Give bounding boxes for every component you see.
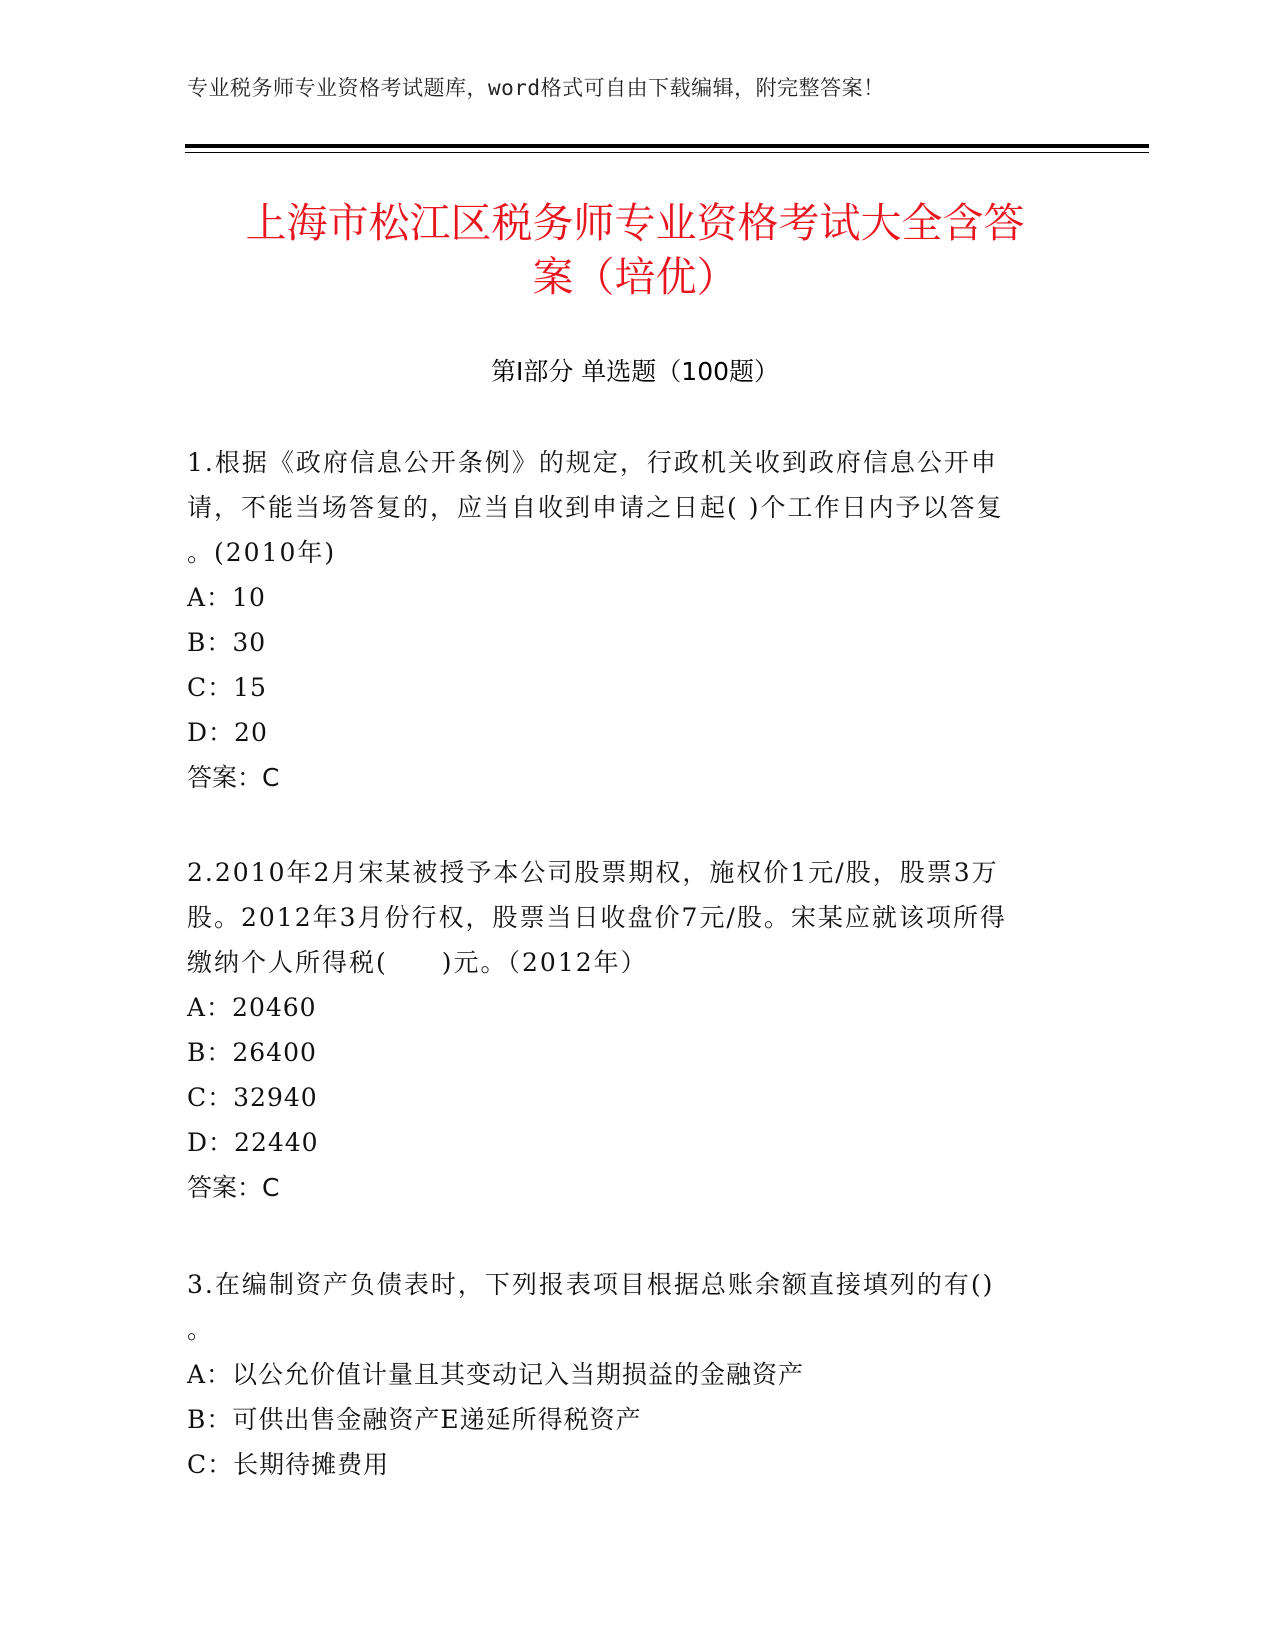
question-1-option-a: A：10 (187, 583, 266, 612)
question-2-answer: 答案：C (187, 1173, 280, 1202)
header-rule-thick (185, 144, 1149, 148)
question-1-answer: 答案：C (187, 763, 280, 792)
question-2-option-d: D：22440 (187, 1128, 319, 1157)
title-line-2: 案（培优） (532, 253, 738, 301)
question-3 (187, 1262, 1077, 1487)
question-2-option-a: A：20460 (187, 993, 317, 1022)
question-1-line-1: 1.根据《政府信息公开条例》的规定，行政机关收到政府信息公开申 (187, 448, 998, 477)
question-3-option-c: C：长期待摊费用 (187, 1450, 390, 1479)
question-1 (187, 440, 1077, 800)
question-2-option-c: C：32940 (187, 1083, 318, 1112)
question-2-line-2: 股。2012年3月份行权，股票当日收盘价7元/股。宋某应就该项所得 (187, 903, 1007, 932)
question-1-option-b: B：30 (187, 628, 267, 657)
question-2-line-3: 缴纳个人所得税( )元。（2012年） (187, 948, 648, 977)
question-1-line-3: 。(2010年) (187, 538, 337, 567)
question-1-option-d: D：20 (187, 718, 268, 747)
question-2-option-b: B：26400 (187, 1038, 317, 1067)
document-title (185, 196, 1085, 304)
title-line-1: 上海市松江区税务师专业资格考试大全含答 (245, 199, 1025, 247)
question-1-option-c: C：15 (187, 673, 267, 702)
question-3-option-a: A：以公允价值计量且其变动记入当期损益的金融资产 (187, 1360, 805, 1389)
question-2 (187, 850, 1077, 1210)
header-rule-thin (185, 152, 1149, 153)
section-heading: 第Ⅰ部分 单选题（100题） (490, 357, 780, 386)
question-3-line-1: 3.在编制资产负债表时，下列报表项目根据总账余额直接填列的有() (187, 1270, 995, 1299)
question-3-line-2: 。 (187, 1315, 215, 1344)
question-3-option-b: B：可供出售金融资产E递延所得税资产 (187, 1405, 642, 1434)
question-2-line-1: 2.2010年2月宋某被授予本公司股票期权，施权价1元/股，股票3万 (187, 858, 999, 887)
page-header: 专业税务师专业资格考试题库，word格式可自由下载编辑，附完整答案！ (187, 76, 885, 100)
question-1-line-2: 请，不能当场答复的，应当自收到申请之日起( )个工作日内予以答复 (187, 493, 1004, 522)
